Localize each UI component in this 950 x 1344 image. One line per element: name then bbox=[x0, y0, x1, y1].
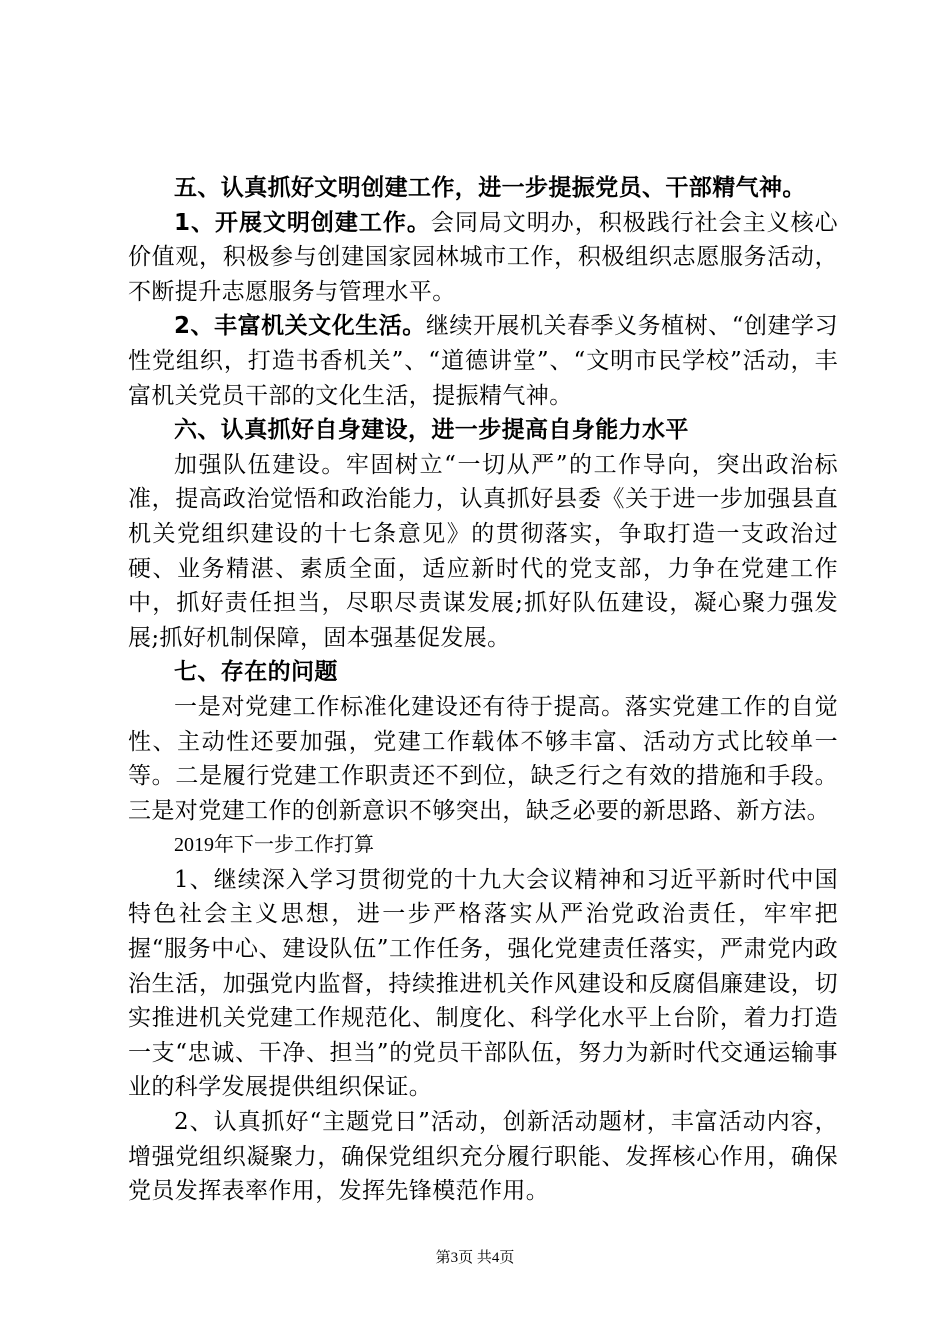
paragraph-civilization-work bbox=[128, 206, 838, 310]
section-heading-5: 五、认真抓好文明创建工作，进一步提振党员、干部精气神。 bbox=[174, 175, 806, 201]
paragraph-cultural-life bbox=[128, 309, 838, 413]
page-number-footer: 第3页 共4页 bbox=[435, 1250, 515, 1266]
paragraph-text: 会同局文明办，积极践行社会主义核心价值观，积极参与创建国家园林城市工作，积极组织志愿服务活动，不断提升志愿服务与管理水平。 bbox=[128, 209, 838, 305]
section-heading-6: 六、认真抓好自身建设，进一步提高自身能力水平 bbox=[174, 417, 689, 444]
next-step-plan-title: 2019年下一步工作打算 bbox=[174, 834, 374, 857]
section-heading-7: 七、存在的问题 bbox=[174, 659, 338, 686]
paragraph-text: 继续开展机关春季义务植树、“创建学习性党组织，打造书香机关”、“道德讲堂”、“文明市民学校”活动，丰富机关党员干部的文化生活，提振精气神。 bbox=[128, 313, 838, 409]
paragraph-problems: 一是对党建工作标准化建设还有待于提高。落实党建工作的自觉性、主动性还要加强，党建工作载体不够丰富、活动方式比较单一等。二是履行党建工作职责还不到位，缺乏行之有效的措施和手段。三是对党建工作的创新意识不够突出，缺乏必要的新思路、新方法。 bbox=[128, 693, 838, 824]
paragraph-plan-2: 2、认真抓好“主题党日”活动，创新活动题材，丰富活动内容，增强党组织凝聚力，确保党组织充分履行职能、发挥核心作用，确保党员发挥表率作用，发挥先锋模范作用。 bbox=[128, 1109, 838, 1205]
paragraph-team-building: 加强队伍建设。牢固树立“一切从严”的工作导向，突出政治标准，提高政治觉悟和政治能力，认真抓好县委《关于进一步加强县直机关党组织建设的十七条意见》的贯彻落实，争取打造一支政治过硬、业务精湛、素质全面，适应新时代的党支部，力争在党建工作中，抓好责任担当，尽职尽责谋发展;抓好队伍建设，凝心聚力强发展;抓好机制保障，固本强基促发展。 bbox=[128, 451, 838, 651]
paragraph-plan-1: 1、继续深入学习贯彻党的十九大会议精神和习近平新时代中国特色社会主义思想，进一步严格落实从严治党政治责任，牢牢把握“服务中心、建设队伍”工作任务，强化党建责任落实，严肃党内政治生活，加强党内监督，持续推进机关作风建设和反腐倡廉建设，切实推进机关党建工作规范化、制度化、科学化水平上台阶，着力打造一支“忠诚、干净、担当”的党员干部队伍，努力为新时代交通运输事业的科学发展提供组织保证。 bbox=[128, 866, 838, 1101]
paragraph-lead: 2、丰富机关文化生活。 bbox=[174, 313, 426, 340]
paragraph-lead: 1、开展文明创建工作。 bbox=[174, 209, 431, 236]
document-body bbox=[128, 171, 838, 1209]
